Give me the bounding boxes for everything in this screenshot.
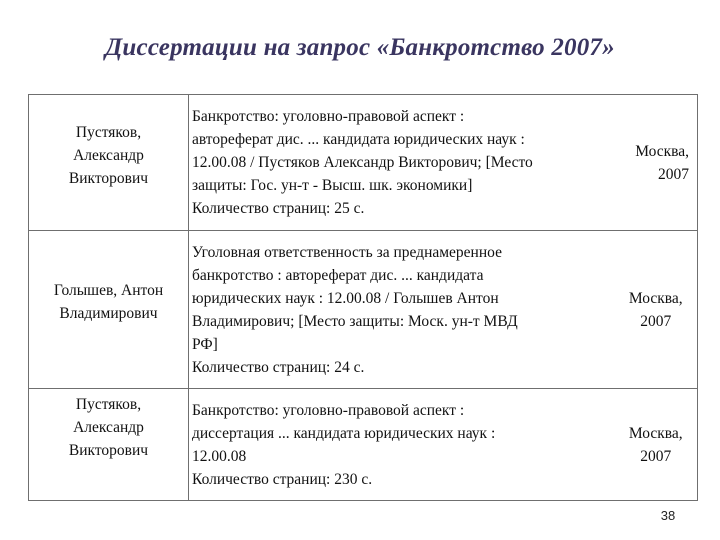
author-cell: Пустяков, Александр Викторович xyxy=(29,389,189,501)
place-cell: Москва, 2007 xyxy=(617,389,698,501)
dissertations-table xyxy=(28,94,698,501)
place-cell: Москва, 2007 xyxy=(617,95,698,231)
table-row xyxy=(29,231,698,389)
author-cell: Голышев, Антон Владимирович xyxy=(29,231,189,389)
place-cell: Москва, 2007 xyxy=(617,231,698,389)
page-number: 38 xyxy=(660,508,676,523)
author-cell: Пустяков, Александр Викторович xyxy=(29,95,189,231)
description-cell: Уголовная ответственность за преднамеренное банкротство : автореферат дис. ... кандидата юридических наук : 12.00.08 / Голышев Антон Владимирович; [Место защиты: Моск. ун-т МВД РФ] Количество страниц: 24 с. xyxy=(189,231,617,389)
slide-title: Диссертации на запрос «Банкротство 2007» xyxy=(105,34,615,61)
description-cell: Банкротство: уголовно-правовой аспект : автореферат дис. ... кандидата юридических наук : 12.00.08 / Пустяков Александр Викторович; [Место защиты: Гос. ун-т - Высш. шк. экономики] Количество страниц: 25 с. xyxy=(189,95,617,231)
table-row xyxy=(29,389,698,501)
table-row xyxy=(29,95,698,231)
description-cell: Банкротство: уголовно-правовой аспект : диссертация ... кандидата юридических наук : 12.00.08 Количество страниц: 230 с. xyxy=(189,389,617,501)
